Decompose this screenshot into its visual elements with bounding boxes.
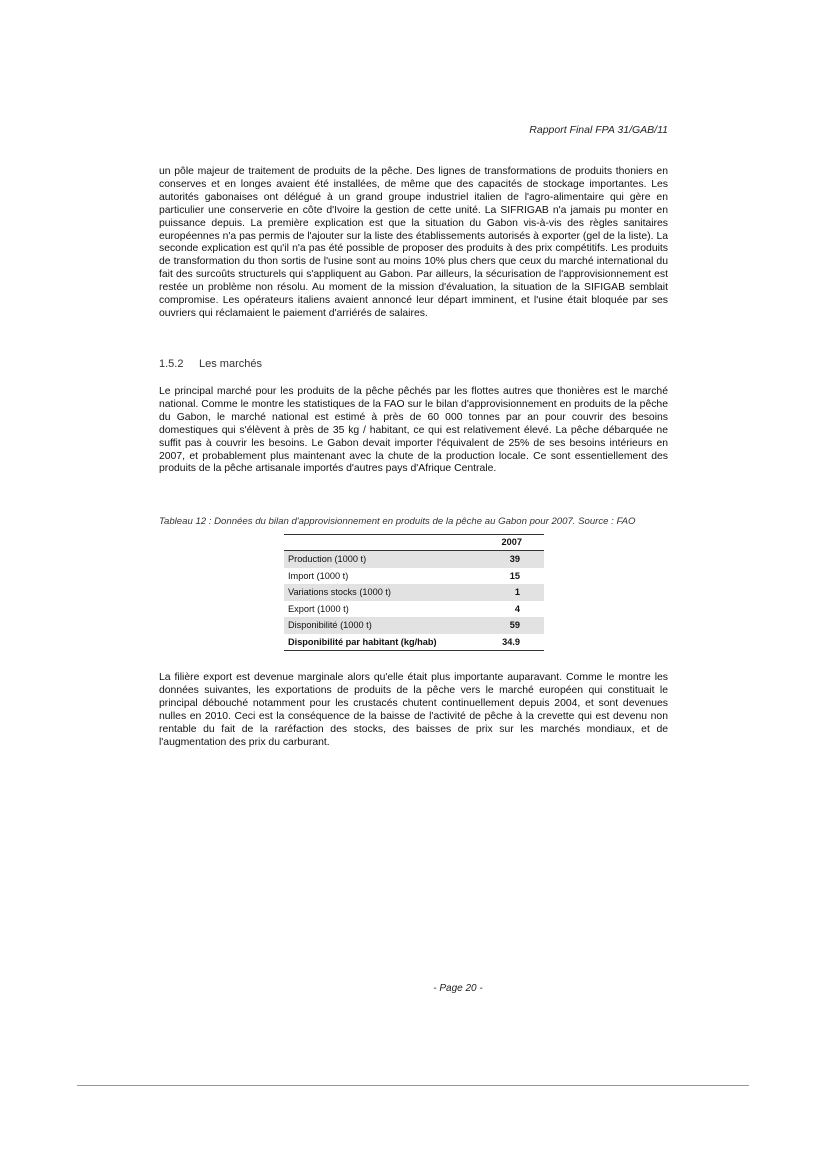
- body-paragraph: un pôle majeur de traitement de produits de la pêche. Des lignes de transformations de produits thoniers en conserves et en longes avaient été installées, de même que des capacités de stockage importantes. Les autorités gabonaises ont délégué à un grand groupe industriel italien de l'agro-alimentaire qui gère en particulier une conserverie en côte d'Ivoire la gestion de cette unité. La SIFRIGAB n'a jamais pu monter en puissance depuis. La première explication est que la situation du Gabon vis-à-vis des règles sanitaires européennes n'a pas permis de l'ajouter sur la liste des établissements autorisés à exporter (gel de la liste). La seconde explication est qu'il n'a pas été possible de proposer des produits à des prix compétitifs. Les produits de transformation du thon sortis de l'usine sont au moins 10% plus chers que ceux du marché international du fait des surcoûts structurels qui s'appliquent au Gabon. Par ailleurs, la sécurisation de l'approvisionnement est restée un problème non résolu. Au moment de la mission d'évaluation, la situation de la SIFIGAB semblait compromise. Les opérateurs italiens avaient annoncé leur départ imminent, et l'usine était bloquée par ses ouvriers qui réclamaient le paiement d'arriérés de salaires.: [159, 166, 668, 319]
- row-label: Production (1000 t): [284, 551, 485, 568]
- footer-divider: [77, 1085, 749, 1086]
- table-row: [284, 601, 544, 618]
- table-row: [284, 617, 544, 634]
- supply-balance-table: [284, 534, 544, 651]
- row-label: Disponibilité (1000 t): [284, 617, 485, 634]
- row-value: 34.9: [485, 634, 545, 651]
- table-header-row: [284, 535, 544, 551]
- body-paragraph: La filière export est devenue marginale alors qu'elle était plus importante auparavant. Comme le montre les données suivantes, les exportations de produits de la pêche vers le marché européen qui constituait le principal débouché notamment pour les crustacés chutent continuellement depuis 2004, et sont devenues nulles en 2010. Ceci est la conséquence de la baisse de l'activité de pêche à la crevette qui est devenu non rentable du fait de la raréfaction des stocks, des baisses de prix sur les marchés mondiaux, et de l'augmentation des prix du carburant.: [159, 672, 668, 748]
- section-heading: [159, 358, 262, 370]
- row-value: 15: [509, 570, 520, 581]
- table-row: [284, 584, 544, 601]
- body-paragraph: Le principal marché pour les produits de la pêche pêchés par les flottes autres que thonières est le marché national. Comme le montre les statistiques de la FAO sur le bilan d'approvisionnement en produits de la pêche du Gabon, le marché national est estimé à près de 60 000 tonnes par an pour couvrir des besoins domestiques qui s'élèvent à près de 35 kg / habitant, ce qui est relativement élevé. La pêche débarquée ne suffit pas à couvrir les besoins. Le Gabon devait importer l'équivalent de 25% de ses besoins intérieurs en 2007, et probablement plus maintenant avec la chute de la production locale. Ce sont essentiellement des produits de la pêche artisanale importés d'autres pays d'Afrique Centrale.: [159, 386, 668, 475]
- table-caption: Tableau 12 : Données du bilan d'approvisionnement en produits de la pêche au Gabon pour 2007. Source : FAO: [159, 516, 636, 527]
- row-value: 59: [485, 617, 545, 634]
- row-label: Disponibilité par habitant (kg/hab): [284, 634, 485, 651]
- table-row: [284, 568, 544, 585]
- row-value: 39: [485, 551, 545, 568]
- row-label: Export (1000 t): [288, 603, 349, 614]
- section-number: 1.5.2: [159, 358, 184, 370]
- table-total-row: [284, 634, 544, 651]
- table-column-header: 2007: [485, 535, 545, 551]
- table-row: [284, 551, 544, 568]
- table-header-empty: [284, 535, 485, 551]
- running-header: Rapport Final FPA 31/GAB/11: [529, 124, 668, 136]
- page-number: - Page 20 -: [433, 983, 483, 994]
- row-label: Import (1000 t): [288, 570, 349, 581]
- row-value: 4: [514, 603, 520, 614]
- row-label: Variations stocks (1000 t): [284, 584, 485, 601]
- row-value: 1: [485, 584, 545, 601]
- section-title: Les marchés: [199, 358, 262, 370]
